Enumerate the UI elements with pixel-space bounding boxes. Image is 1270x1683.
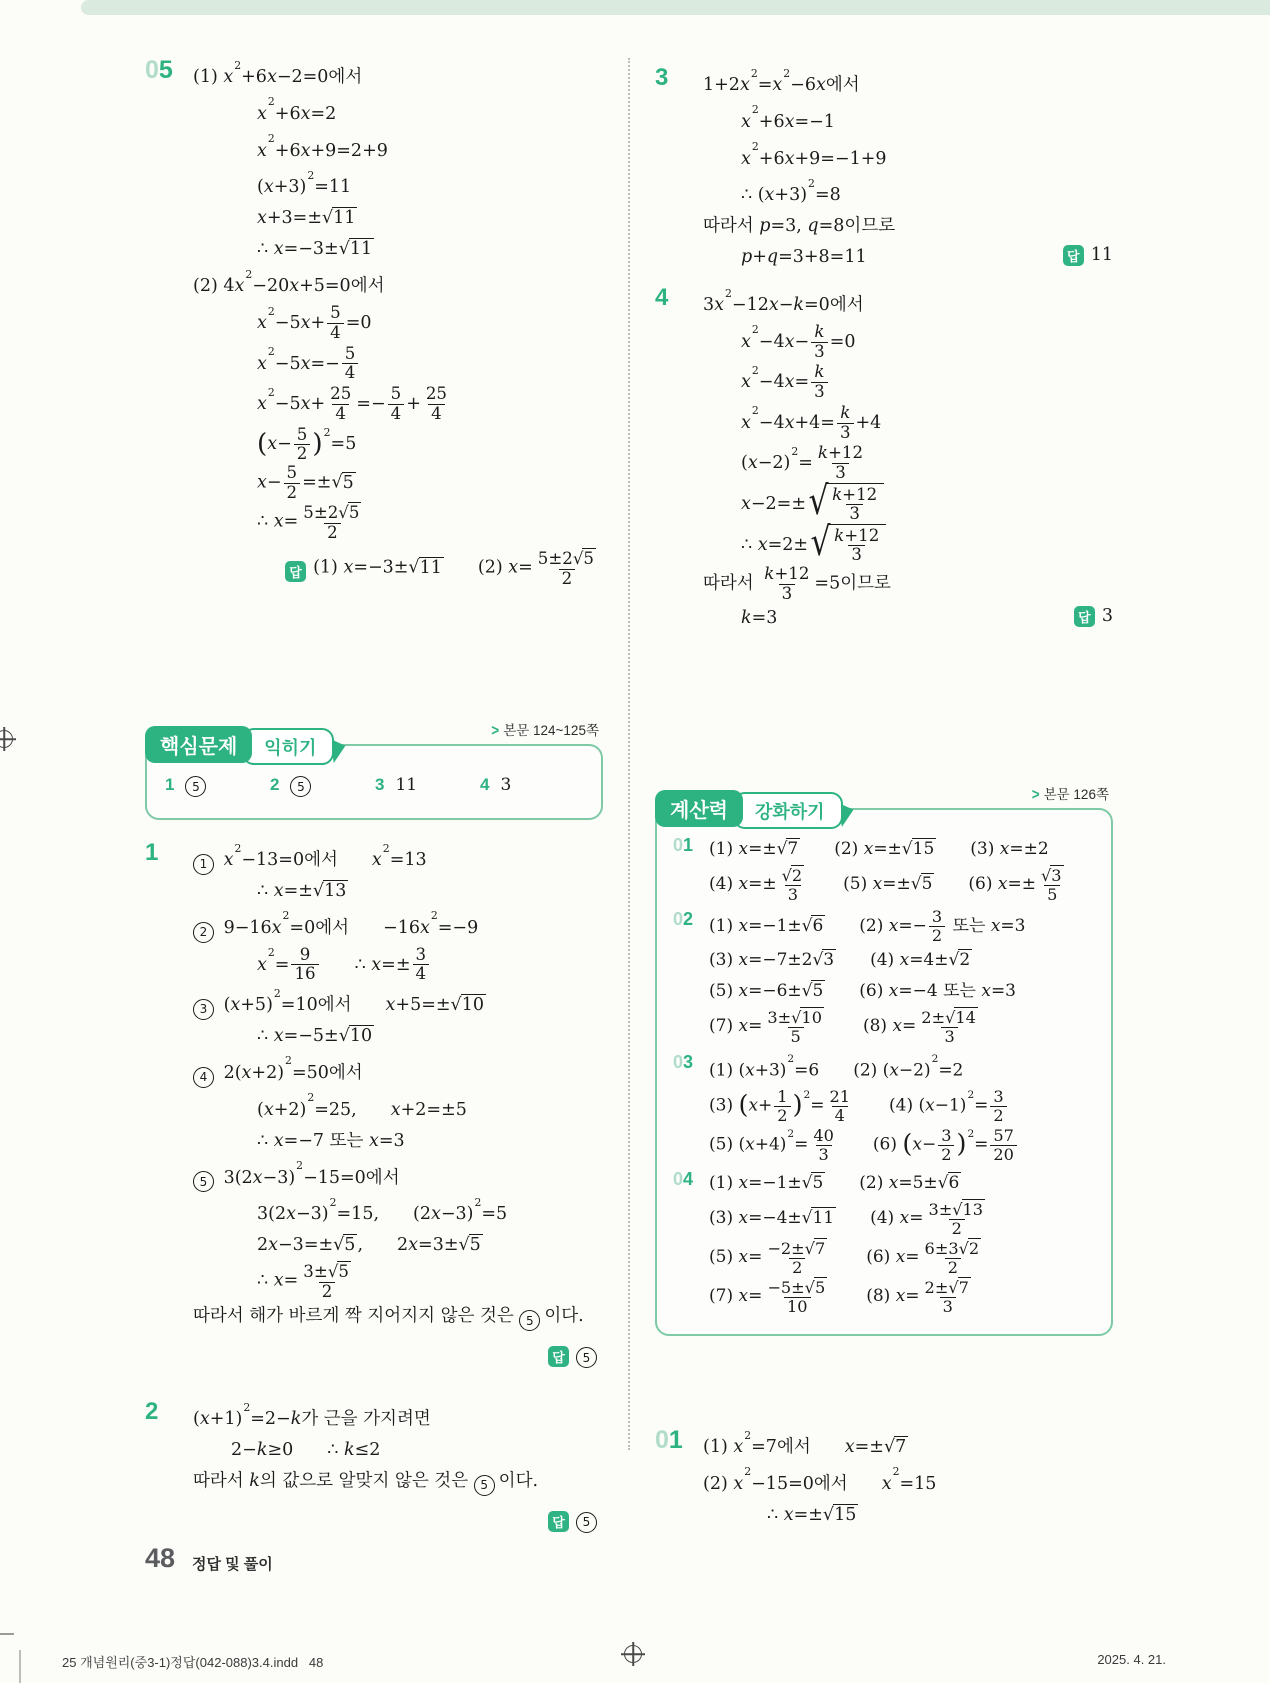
- math-line: $x^2-4x+4=$ $\frac{k}{3}$ +4: [741, 402, 882, 442]
- math-line: $x^2+6x+9=2+9$: [257, 132, 388, 161]
- math-line: 답 5: [193, 1503, 603, 1534]
- math-line: $3(2x-3)^2=15$, $(2x-3)^2=5$: [257, 1195, 508, 1225]
- math-line: (4) x=± $\frac{√2}{3}$ (5) x=±√5 (6) x=± $\frac{√3}{5}$: [709, 866, 1062, 905]
- problem-number-digit: 2: [145, 1398, 159, 1425]
- calc-item-lines: [709, 908, 1103, 1046]
- math-line: 1 $x^2-13=0$에서 $x^2=13$: [193, 839, 603, 876]
- chevron-icon: >: [491, 721, 500, 740]
- math-line: (7) x= $\frac{3\pm√10}{5}$ (8) x= $\frac{2\pm√14}{3}$: [709, 1008, 976, 1047]
- answer-cell-number: 2: [270, 774, 280, 794]
- math-line: ∴ x= $\frac{5\pm 2√5}{2}$: [257, 503, 360, 542]
- print-date: 2025. 4. 21.: [1097, 1652, 1166, 1667]
- math-line: (7) x= $\frac{-5\pm√5}{10}$ (8) x= $\frac{2\pm√7}{3}$: [709, 1278, 969, 1317]
- math-line: $x^2-5x=-$ $\frac{5}{4}$: [193, 343, 603, 383]
- math-line: $(x+1)^2=2-k$가 근을 가지려면: [193, 1400, 431, 1429]
- answer-cell-value: 5: [290, 772, 315, 797]
- math-line: ∴ x= $\frac{3\pm√5}{2}$: [257, 1262, 349, 1301]
- math-line: $(x+3)^2=11$: [257, 168, 352, 198]
- math-line: 답 5: [193, 1338, 603, 1369]
- problem-number: [145, 839, 158, 867]
- math-line: x− $\frac{5}{2}$ =±√5: [257, 462, 354, 502]
- math-line: $(x-2)^2=$ $\frac{k+12}{3}$: [741, 443, 864, 482]
- answer-cell-number: 3: [375, 774, 385, 794]
- problem-number-prefix: 0: [655, 1426, 669, 1454]
- math-line: $x^2=$ $\frac{9}{16}$ ∴ x=± $\frac{3}{4}$: [193, 944, 603, 984]
- calc-item-number: 01: [673, 835, 694, 855]
- registration-mark-bottom: [624, 1645, 642, 1663]
- problem-number-digit: 4: [655, 284, 669, 311]
- math-line: 따라서 p=3, q=8이므로: [703, 216, 896, 237]
- answer-badge: 답: [548, 1511, 569, 1532]
- solution-lines: [703, 64, 1113, 273]
- math-line: ∴ x=−5±√10: [257, 1025, 373, 1046]
- box-subtitle-tab: 강화하기: [733, 792, 843, 829]
- math-line: (1) $x^2=7$에서 x=±√7: [703, 1428, 907, 1457]
- math-line: (3) x=−4±√11 (4) x= $\frac{3\pm√13}{2}$: [709, 1199, 984, 1238]
- math-line: $x^2-4x=$ $\frac{k}{3}$: [703, 361, 1113, 401]
- math-line: (1) x=−1±√5 (2) x=5±√6: [709, 1172, 960, 1193]
- chevron-icon: >: [1031, 785, 1040, 804]
- calc-item-number: 02: [673, 909, 694, 930]
- math-line: (1) $(x+3)^2=6$ (2) $(x-2)^2=2$: [709, 1053, 964, 1081]
- box-subtitle-tab: 익히기: [242, 728, 334, 765]
- problem-number: [655, 1426, 683, 1455]
- math-line: (1) x=±√7 (2) x=±√15 (3) x=±2: [709, 839, 1049, 859]
- answer-badge: 답: [1063, 245, 1084, 266]
- page-number: 48: [145, 1543, 176, 1573]
- math-line: (3) (x+ $\frac{1}{2}$ )$^2$= $\frac{21}{4}$ (4) $(x-1)^2=$ $\frac{3}{2}$: [709, 1086, 1103, 1125]
- page-footer-label: 정답 및 풀이: [192, 1556, 273, 1573]
- problem-number-digit: 5: [158, 56, 173, 84]
- math-line: 2x−3=±√5 , 2x=3±√5: [257, 1235, 481, 1256]
- box-header: [655, 790, 854, 829]
- math-line: (5) x=−6±√5 (6) x=−4 또는 x=3: [709, 981, 1016, 1002]
- math-line: ∴ x=−3±√11: [257, 239, 373, 260]
- math-line: ∴ x=±√15: [767, 1504, 857, 1525]
- answer-cell: [165, 772, 270, 797]
- problem-2: [145, 1398, 603, 1534]
- calc-item-number: 03: [673, 1051, 694, 1072]
- problem-01: [655, 1426, 1113, 1531]
- registration-mark-left: [0, 730, 13, 748]
- math-line: $x^2+6x=2$: [257, 95, 337, 124]
- answer-badge: 답: [1074, 606, 1095, 627]
- calc-answer-items: [657, 810, 1111, 1334]
- math-line: 답 (1) x=−3±√11 (2) x= $\frac{5\pm 2√5}{2}$: [193, 548, 603, 588]
- math-line: (x− $\frac{5}{2}$ )$^2$=5: [257, 424, 357, 464]
- answer-cell: [270, 772, 375, 797]
- math-line: 따라서 해가 바르게 짝 지어지지 않은 것은 5 이다.: [193, 1301, 603, 1332]
- reference-text: 본문 126쪽: [1043, 787, 1109, 802]
- calc-item-number: 04: [673, 1168, 694, 1189]
- problem-number: [655, 284, 668, 312]
- math-line: ∴ $(x+3)^2=8$: [741, 176, 841, 206]
- math-line: ∴ x=2±√ $\frac{k+12}{3}$: [703, 524, 1113, 565]
- math-line: $1+2x^2=x^2-6x$에서: [703, 66, 860, 95]
- math-line: $x^2+6x=-1$: [741, 103, 835, 132]
- column-divider: [628, 58, 630, 1450]
- math-line: (5) $(x+4)^2=$ $\frac{40}{3}$ (6) (x− $\frac{3}{2}$ )$^2$= $\frac{57}{20}$: [709, 1125, 1103, 1164]
- math-line: x−2=±√ $\frac{k+12}{3}$: [703, 483, 1113, 524]
- math-line: $x^2+6x+9=-1+9$: [741, 140, 887, 169]
- answer-badge: 답: [548, 1346, 569, 1367]
- reference-text: 본문 124~125쪽: [503, 723, 599, 738]
- solution-lines: [703, 1426, 1113, 1531]
- answer-cell-number: 4: [480, 774, 490, 794]
- math-line: 따라서 $\frac{k+12}{3}$ =5이므로: [703, 564, 891, 603]
- calc-item-02: [673, 908, 1103, 1046]
- math-line: 따라서 k의 값으로 알맞지 않은 것은 5 이다.: [193, 1466, 603, 1497]
- answer-cell-number: 1: [165, 774, 175, 794]
- textbook-page-reference: [1032, 783, 1109, 803]
- math-line: (5) x= $\frac{-2\pm√7}{2}$ (6) x= $\frac{6\pm 3√2}{2}$: [709, 1238, 980, 1277]
- calc-item-01: [673, 834, 1103, 904]
- box-header: [145, 726, 345, 765]
- math-line: x+3=±√11: [257, 208, 356, 229]
- problem-4: [655, 284, 1113, 634]
- math-line: ∴ x=±√13: [257, 880, 347, 901]
- answer-cell-value: 5: [185, 772, 210, 797]
- math-line: $x^2-4x-$ $\frac{k}{3}$ =0: [741, 322, 856, 361]
- calc-item-03: [673, 1051, 1103, 1164]
- answer-badge: 답: [285, 561, 306, 582]
- math-line: (2) $4x^2-20x+5=0$에서: [193, 267, 385, 297]
- problem-number: [145, 1398, 158, 1426]
- math-line: $3x^2-12x-k=0$에서: [703, 286, 864, 315]
- calc-item-lines: [709, 1051, 1103, 1164]
- problem-3: [655, 64, 1113, 273]
- math-line: ∴ x=−7 또는 x=3: [257, 1130, 405, 1151]
- math-line: 5 $3(2x-3)^2-15=0$에서: [193, 1157, 603, 1194]
- problem-1: [145, 839, 603, 1369]
- calc-item-lines: [709, 1168, 1103, 1317]
- math-line: (3) x=−7±2√3 (4) x=4±√2: [709, 950, 971, 971]
- math-line: $x^2-5x+$ $\frac{25}{4}$ =− $\frac{5}{4}$ + $\frac{25}{4}$: [257, 384, 447, 423]
- calc-item-lines: [709, 834, 1103, 904]
- solution-lines: [193, 1398, 603, 1534]
- trim-mark-vertical: [19, 1650, 21, 1683]
- key-problems-answer-box: [145, 721, 603, 820]
- solution-lines: [193, 56, 603, 589]
- solution-lines: [703, 284, 1113, 634]
- math-line: $x^2-5x+$ $\frac{5}{4}$ =0: [257, 303, 372, 342]
- problem-number-digit: 3: [655, 64, 669, 91]
- math-line: 2−k≥0 ∴ k≤2: [231, 1439, 381, 1460]
- math-line: 3 $(x+5)^2=10$에서 x+5=±√10: [193, 984, 603, 1021]
- calc-item-04: [673, 1168, 1103, 1317]
- problem-number-digit: 1: [668, 1426, 683, 1454]
- textbook-page-reference: [491, 719, 599, 739]
- print-file-name: 25 개념원리(중3-1)정답(042-088)3.4.indd 48: [62, 1655, 324, 1670]
- problem-number: [145, 56, 173, 85]
- top-decoration-bar: [81, 0, 1270, 15]
- math-line: (1) $x^2+6x-2=0$에서: [193, 58, 363, 87]
- math-line: 2 $9-16x^2=0$에서 $-16x^2=-9$: [193, 907, 603, 944]
- box-title-tab: 핵심문제: [145, 726, 252, 763]
- math-line: (2) $x^2-15=0$에서 $x^2=15$: [703, 1465, 937, 1494]
- problem-number-prefix: 0: [145, 56, 159, 84]
- answer-cell: [480, 772, 585, 797]
- problem-number-digit: 1: [145, 839, 159, 866]
- box-title-tab: 계산력: [655, 790, 743, 827]
- answer-cell-value: 11: [395, 774, 418, 795]
- math-line: $(x+2)^2=25$, x+2=±5: [257, 1091, 467, 1120]
- math-line: k=3 답 3: [741, 606, 1113, 629]
- problem-05: [145, 56, 603, 589]
- trim-mark-horizontal: [0, 1633, 14, 1635]
- problem-number: [655, 64, 668, 92]
- solution-lines: [193, 839, 603, 1369]
- answer-cell-value: 3: [500, 774, 512, 795]
- calculation-practice-answer-box: [655, 785, 1113, 1336]
- math-line: p+q=3+8=11 답 11: [741, 245, 1113, 268]
- answer-cell: [375, 772, 480, 797]
- math-line: (1) x=−1±√6 (2) x=− $\frac{3}{2}$ 또는 x=3: [709, 907, 1026, 946]
- math-line: 4 $2(x+2)^2=50$에서: [193, 1052, 603, 1089]
